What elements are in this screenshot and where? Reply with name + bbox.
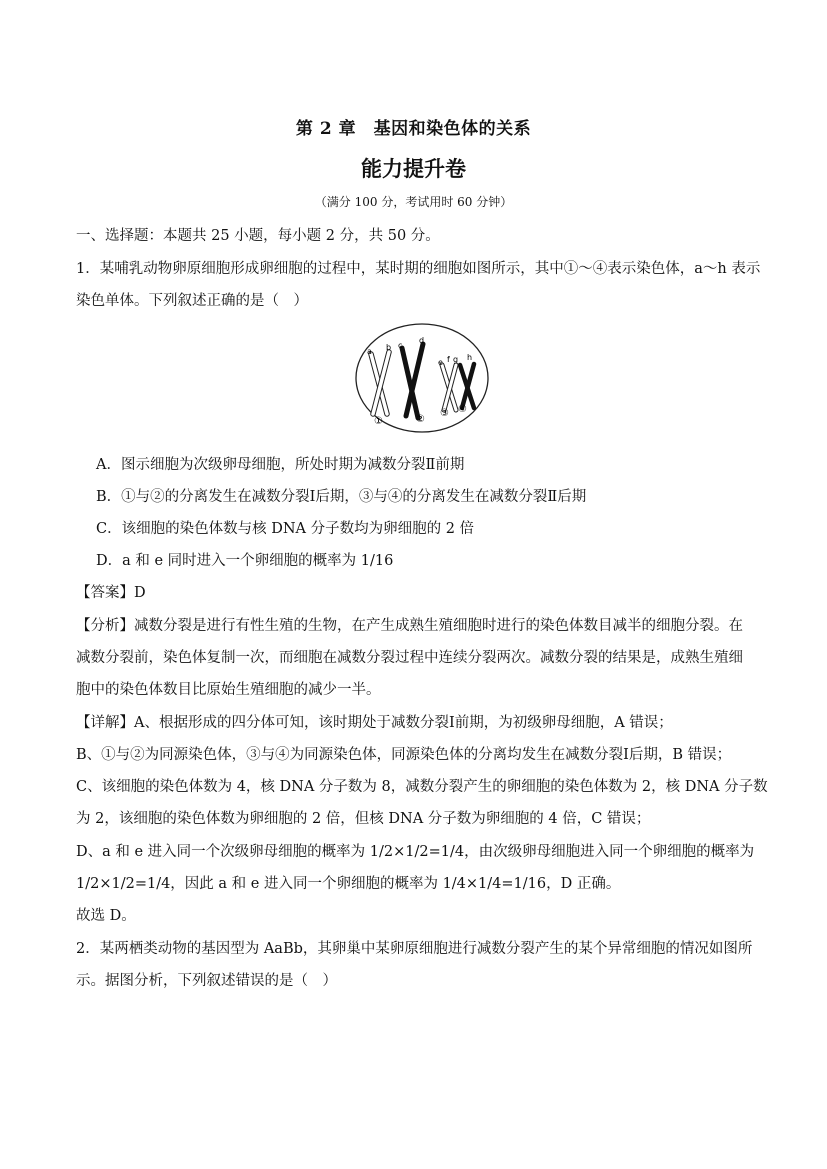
q1-stem-line-1: 1．某哺乳动物卵原细胞形成卵细胞的过程中，某时期的细胞如图所示，其中①～④表示染色体，a～h 表示 [76, 261, 761, 277]
label-chromosome-1: ① [374, 416, 383, 427]
label-chromosome-3: ③ [440, 408, 449, 419]
q1-analysis-line-3: 胞中的染色体数目比原始生殖细胞的减少一半。 [76, 682, 381, 698]
label-d: d [419, 336, 425, 345]
q1-option-d: D．a 和 e 同时进入一个卵细胞的概率为 1/16 [96, 553, 394, 569]
q1-detail-line-1: 【详解】A、根据形成的四分体可知，该时期处于减数分裂Ⅰ前期，为初级卵母细胞，A 错误； [76, 715, 673, 731]
q1-detail-line-2: B、①与②为同源染色体，③与④为同源染色体，同源染色体的分离均发生在减数分裂Ⅰ后期，B 错误； [76, 747, 732, 763]
q1-detail-line-3: C、该细胞的染色体数为 4，核 DNA 分子数为 8，减数分裂产生的卵细胞的染色体数为 2，核 DNA 分子数 [76, 779, 768, 795]
q2-stem-line-2: 示。据图分析，下列叙述错误的是（ ） [76, 973, 337, 989]
label-g: g [453, 355, 459, 364]
q1-analysis-line-1: 【分析】减数分裂是进行有性生殖的生物，在产生成熟生殖细胞时进行的染色体数目减半的细胞分裂。在 [76, 618, 743, 634]
q2-stem-line-1: 2．某两栖类动物的基因型为 AaBb，其卵巢中某卵原细胞进行减数分裂产生的某个异常细胞的情况如图所 [76, 941, 753, 957]
q1-detail-line-6: 1/2×1/2=1/4，因此 a 和 e 进入同一个卵细胞的概率为 1/4×1/4=1/16，D 正确。 [76, 876, 621, 892]
label-a: a [367, 347, 372, 356]
label-h: h [467, 353, 473, 362]
label-chromosome-4: ④ [458, 404, 467, 415]
q1-option-a: A．图示细胞为次级卵母细胞，所处时期为减数分裂Ⅱ前期 [96, 457, 465, 473]
label-c: c [398, 341, 403, 350]
label-b: b [386, 343, 392, 352]
q1-option-c: C．该细胞的染色体数与核 DNA 分子数均为卵细胞的 2 倍 [96, 521, 475, 537]
q1-stem-line-2: 染色单体。下列叙述正确的是（ ） [76, 293, 308, 309]
q1-answer: 【答案】D [76, 585, 146, 601]
q1-analysis-line-2: 减数分裂前，染色体复制一次，而细胞在减数分裂过程中连续分裂两次。减数分裂的结果是，成熟生殖细 [76, 650, 743, 666]
paper-subtitle: 能力提升卷 [361, 156, 466, 181]
q1-detail-line-7: 故选 D。 [76, 908, 136, 924]
exam-info: （满分 100 分，考试用时 60 分钟） [314, 195, 513, 209]
q1-cell-figure [352, 320, 492, 435]
label-f: f [447, 355, 450, 364]
label-e: e [438, 358, 443, 367]
section-heading: 一、选择题：本题共 25 小题，每小题 2 分，共 50 分。 [76, 228, 440, 244]
q1-option-b: B．①与②的分离发生在减数分裂Ⅰ后期，③与④的分离发生在减数分裂Ⅱ后期 [96, 489, 587, 505]
chapter-title: 第 2 章 基因和染色体的关系 [295, 119, 532, 139]
q1-detail-line-4: 为 2，该细胞的染色体数为卵细胞的 2 倍，但核 DNA 分子数为卵细胞的 4 倍，C 错误； [76, 811, 651, 827]
label-chromosome-2: ② [416, 414, 425, 425]
q1-detail-line-5: D、a 和 e 进入同一个次级卵母细胞的概率为 1/2×1/2=1/4，由次级卵母细胞进入同一个卵细胞的概率为 [76, 844, 755, 860]
